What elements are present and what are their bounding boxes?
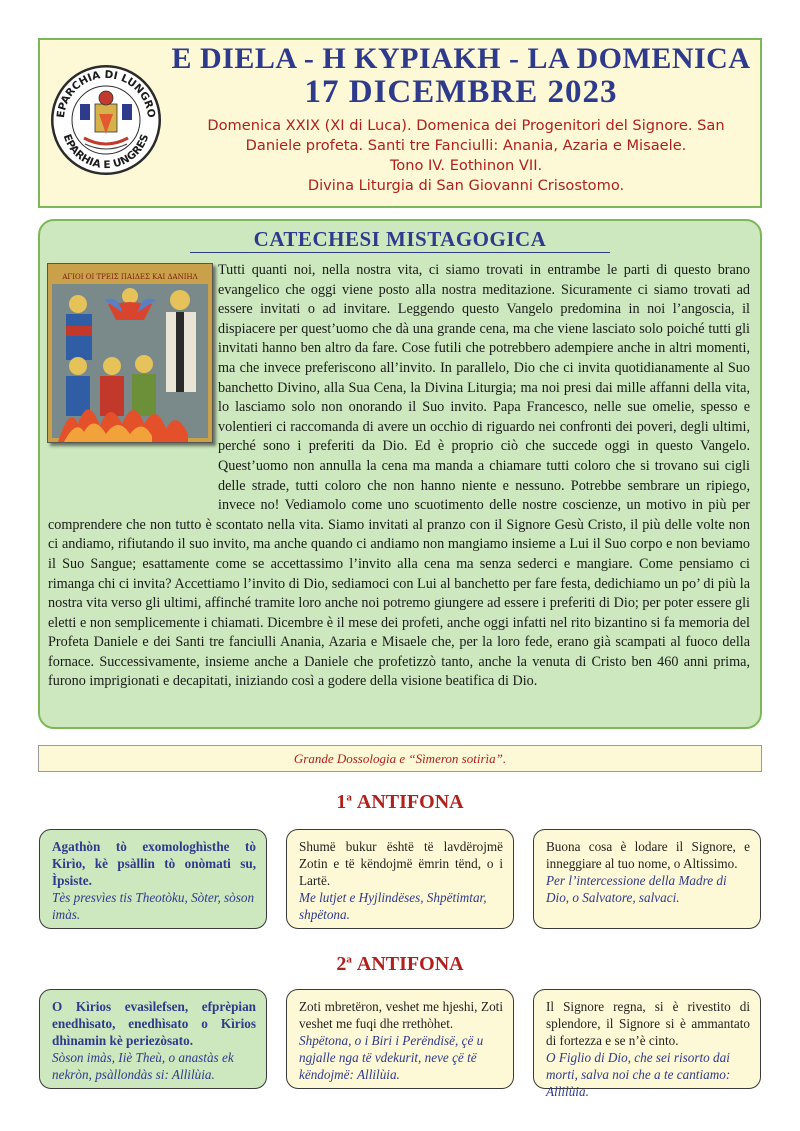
antifona-1-italian-box [533,829,761,929]
antifona-2-italian-box [533,989,761,1099]
header-date: 17 DICEMBRE 2023 [304,74,618,110]
verse-text: Il Signore regna, si è rivestito di splendore, il Signore si è ammantato di fortezza e se n’è cinto. [546,999,750,1048]
dossology-bar: Grande Dossologia e “Sìmeron sotirìa”. [38,745,762,772]
title-underline [190,252,610,253]
antifona-number: 1 [336,791,347,813]
header-title-languages: E DIELA - H ΚΥΡΙΑΚΗ - LA DOMENICA [171,42,751,75]
saints-icon-image [47,263,213,443]
catechesi-title: CATECHESI MISTAGOGICA [253,227,547,251]
verse-text: Shumë bukur është të lavdërojmë Zotin e të këndojmë ëmrin tënd, o i Lartë. [299,839,503,888]
header-subtitle-line: Domenica XXIX (XI di Luca). Domenica dei Progenitori del Signore. San [207,117,725,134]
antifona-1-albanian-box [286,829,514,929]
header-banner [38,38,762,208]
antifona-label: ANTIFONA [356,953,464,975]
antifona-2-albanian-box [286,989,514,1089]
verse-text: Buona cosa è lodare il Signore, e inneggiare al tuo nome, o Altissimo. [546,839,750,871]
antifona-number: 2 [336,953,347,975]
verse-text: Agathòn tò exomologhìsthe tò Kirìo, kè psàllin tò onòmati su, Ìpsiste. [52,839,256,888]
svg-text:EPARCHIA DI LUNGRO: EPARCHIA DI LUNGRO [54,68,158,119]
antifona-ordinal: a [346,953,352,966]
catechesi-panel [38,219,762,729]
header-subtitle-line: Divina Liturgia di San Giovanni Crisostomo. [307,177,625,194]
refrain-text: O Figlio di Dio, che sei risorto dai morti, salva noi che a te cantiamo: Allilùia. [546,1050,731,1099]
catechesi-text: Tutti quanti noi, nella nostra vita, ci siamo trovati in entrambe le parti di questo brano evangelico che oggi viene posto alla nostra meditazione. Sicuramente ci siamo trovati ad essere invitati o ad invitare. Leggendo questo Vangelo predomina in noi l’angoscia, il dispiacere per quest’uomo che dà una grande cena, ma che viene lasciato solo poiché tutti gli invitati hanno ben altro da fare. Cose futili che potrebbero adempiere anche in altri momenti, ma che invece preferiscono all’invito. In parallelo, Dio che ci invita quotidianamente al Suo banchetto Divino, alla Sua Cena, la Divina Liturgia; ma noi presi dai mille affanni della vita, lo lasciamo solo non onorando il Suo invito. Papa Francesco, nelle sue omelie, spesso e volentieri ci raccomanda di avere un occhio di riguardo nei confronti dei poveri, degli ultimi, perché sono i preferiti da Dio. Ed è proprio ciò che succede oggi in questo Vangelo. Quest’uomo non annulla la cena ma manda a chiamare tutti coloro che si trovano sui cigli delle strade, tutti coloro che non hanno niente e nessuno. Potrebbe sembrare un ripiego, invece no! Vediamolo come uno scuotimento delle nostre coscienze, un motivo in più per comprendere che non tutto è scontato nella vita. Siamo invitati al pranzo con il Signore Gesù Cristo, il più delle volte non ci andiamo, rifiutando il suo invito, ma anche quando ci andiamo non mangiamo insieme a Lui il Suo corpo e non beviamo il Suo Sangue; esattamente come se accettassimo l’invito alla cena ma senza sederci e mangiare. Come pensiamo ci rimanga chi ci invita? Accettiamo l’invito di Dio, sediamoci con Lui al banchetto per fare festa, dedichiamo un po’ di più la nostra vita verso gli ultimi, affinché tramite loro anche noi potremo giungere ad essere i preferiti di Dio; per poter essere gli eletti e non semplicemente i chiamati. Dicembre è il mese dei profeti, anche oggi infatti nel rito bizantino si fa memoria del Profeta Daniele e dei Santi tre fanciulli Anania, Azaria e Misaele che, per la loro fede, erano già scampati al fuoco della fornace. Successivamente, insieme anche a Daniele che profetizzò tanto, anche la venuta di Cristo ben 460 anni prima, furono imprigionati e decapitati, iniziando così a godere della visione beatifica di Dio. [48,262,750,690]
header-subtitle-line: Tono IV. Eothinon VII. [389,157,543,174]
refrain-text: Per l’intercessione della Madre di Dio, o Salvatore, salvaci. [546,873,727,905]
antifona-2-greek-box [39,989,267,1089]
antifona-2-heading [0,953,800,976]
verse-text: O Kìrios evasìlefsen, efprèpian enedhìsato, enedhìsato o Kìrios dhìnamin kè periezòsato. [52,999,256,1048]
antifona-ordinal: a [346,791,352,804]
verse-text: Zoti mbretëron, veshet me hjeshi, Zoti veshet me fuqi dhe rrethòhet. [299,999,503,1031]
refrain-text: Sòson imàs, Iiè Theù, o anastàs ek nekròn, psàllondàs si: Allilùia. [52,1050,234,1082]
refrain-text: Me lutjet e Hyjlindëses, Shpëtimtar, shpëtona. [299,890,487,922]
eparchy-seal-icon [50,64,162,176]
antifona-label: ANTIFONA [356,791,464,813]
antifona-1-greek-box [39,829,267,929]
header-subtitle [180,116,752,196]
antifona-1-heading [0,791,800,814]
svg-text:ΑΓΙΟΙ ΟΙ ΤΡΕΙΣ ΠΑΙΔΕΣ ΚΑΙ ΔΑ: ΑΓΙΟΙ ΟΙ ΤΡΕΙΣ ΠΑΙΔΕΣ ΚΑΙ ΔΑΝΙΗΛ [62,273,198,281]
refrain-text: Tès presvìes tis Theotòku, Sòter, sòson imàs. [52,890,255,922]
svg-text:EPARHIA E UNGRES: EPARHIA E UNGRES [60,132,152,172]
header-subtitle-line: Daniele profeta. Santi tre Fanciulli: Anania, Azaria e Misaele. [245,137,687,154]
refrain-text: Shpëtona, o i Biri i Perëndisë, çë u ngjalle nga të vdekurit, neve çë të këndojmë: Allilùia. [299,1033,484,1082]
